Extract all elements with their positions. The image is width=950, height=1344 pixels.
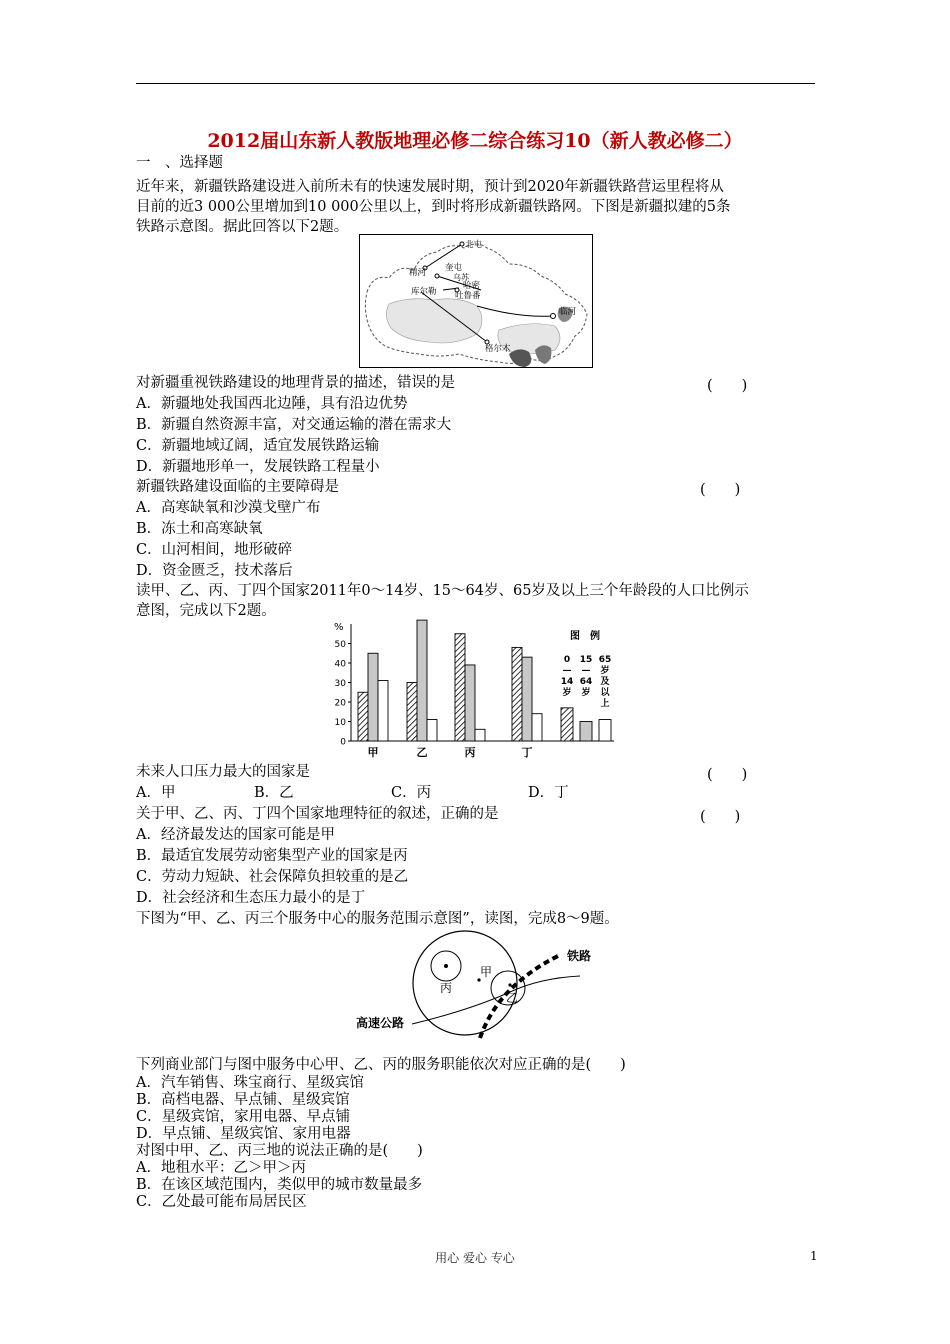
legend-swatch-0	[561, 708, 573, 741]
bar-2-2	[475, 729, 485, 741]
q1-option-a: A．新疆地处我国西北边陲，具有沿边优势	[136, 396, 408, 412]
y-tick-label: 20	[334, 698, 346, 709]
center-bing: 丙	[440, 981, 453, 995]
q3-option-d: D．丁	[528, 785, 569, 801]
map-label-kuerle: 库尔勒	[411, 287, 437, 297]
bar-3-0	[512, 647, 522, 741]
legend-label-2: 上	[600, 699, 610, 709]
bar-0-0	[358, 692, 368, 741]
map-label-linhe: 临河	[559, 307, 577, 317]
bar-3-2	[532, 714, 542, 741]
q4-answer-paren: ( )	[700, 809, 741, 825]
center-jia: 甲	[480, 965, 493, 979]
q6-option-b: B．在该区域范围内，类似甲的城市数量最多	[136, 1177, 423, 1193]
xinjiang-railway-map	[359, 234, 593, 368]
q1-stem: 对新疆重视铁路建设的地理背景的描述，错误的是	[136, 375, 455, 391]
map-label-kuitun: 奎屯	[445, 263, 463, 273]
q5-option-c: C．星级宾馆，家用电器、早点铺	[136, 1109, 351, 1125]
q6-stem: 对图中甲、乙、丙三地的说法正确的是( )	[136, 1143, 423, 1159]
bar-0-2	[378, 681, 388, 741]
bar-0-1	[368, 653, 378, 741]
intro1-line-2: 目前的近3 000公里增加到10 000公里以上，到时将形成新疆铁路网。下图是新疆拟建的5条	[136, 199, 731, 215]
center-yi: 乙	[506, 991, 519, 1005]
q2-option-c: C．山河相间，地形破碎	[136, 542, 293, 558]
intro3: 下图为“甲、乙、丙三个服务中心的服务范围示意图”，读图，完成8～9题。	[136, 911, 619, 927]
intro1-line-3: 铁路示意图。据此回答以下2题。	[136, 219, 349, 235]
q3-option-a: A．甲	[136, 785, 176, 801]
q4-stem: 关于甲、乙、丙、丁四个国家地理特征的叙述，正确的是	[136, 806, 499, 822]
q2-stem: 新疆铁路建设面临的主要障碍是	[136, 479, 339, 495]
bar-1-0	[407, 683, 417, 742]
q5-option-d: D．早点铺、星级宾馆、家用电器	[136, 1126, 351, 1142]
legend-swatch-2	[599, 720, 611, 741]
q3-option-b: B．乙	[254, 785, 294, 801]
intro1-line-1: 近年来，新疆铁路建设进入前所未有的快速发展时期，预计到2020年新疆铁路营运里程将从	[136, 179, 724, 195]
q2-option-a: A．高寒缺氧和沙漠戈壁广布	[136, 500, 321, 516]
q2-answer-paren: ( )	[700, 482, 741, 498]
q1-option-b: B．新疆自然资源丰富，对交通运输的潜在需求大	[136, 417, 452, 433]
highway-label: 高速公路	[356, 1016, 405, 1030]
q2-option-d: D．资金匮乏，技术落后	[136, 563, 293, 579]
legend-label-0: —	[562, 666, 572, 676]
q4-option-b: B．最适宜发展劳动密集型产业的国家是丙	[136, 848, 408, 864]
y-tick-label: 10	[334, 718, 346, 728]
q5-option-a: A．汽车销售、珠宝商行、星级宾馆	[136, 1075, 364, 1091]
category-label: 丙	[464, 746, 476, 759]
railway-label: 铁路	[567, 949, 592, 963]
q6-option-a: A．地租水平：乙＞甲＞丙	[136, 1160, 306, 1176]
legend-label-0: 14	[560, 677, 574, 687]
page-footer: 用心 爱心 专心	[435, 1251, 515, 1265]
legend-label-2: 岁	[600, 666, 610, 676]
category-label: 甲	[367, 746, 379, 759]
q3-stem: 未来人口压力最大的国家是	[136, 764, 310, 780]
legend-label-1: 64	[579, 677, 593, 687]
chart-ylabel: %	[334, 622, 344, 633]
bar-3-1	[522, 657, 532, 741]
legend-label-1: —	[581, 666, 591, 676]
intro2-line-2: 意图，完成以下2题。	[136, 603, 276, 619]
q3-options	[136, 784, 569, 803]
q5-stem: 下列商业部门与图中服务中心甲、乙、丙的服务职能依次对应正确的是( )	[136, 1057, 626, 1073]
q4-option-a: A．经济最发达的国家可能是甲	[136, 827, 335, 843]
legend-label-0: 岁	[562, 688, 572, 698]
q5-option-b: B．高档电器、早点铺、星级宾馆	[136, 1092, 350, 1108]
section-heading: 一 、选择题	[136, 155, 223, 171]
map-label-wusu: 乌苏	[453, 273, 469, 282]
map-label-tulufan: 吐鲁番	[455, 291, 481, 301]
map-label-jinghe: 精河	[409, 268, 427, 278]
legend-label-2: 及	[600, 677, 610, 687]
bar-2-1	[465, 665, 475, 741]
y-tick-label: 50	[334, 640, 346, 650]
bar-1-2	[427, 720, 437, 741]
legend-label-2: 以	[600, 688, 610, 698]
population-bar-chart	[330, 618, 620, 762]
page-number: 1	[810, 1249, 818, 1263]
map-label-hami: 哈密	[463, 281, 481, 291]
page-title: 2012届山东新人教版地理必修二综合练习10（新人教必修二）	[207, 130, 743, 152]
y-tick-label: 0	[340, 737, 346, 748]
legend-label-0: 0	[563, 655, 571, 665]
bar-2-0	[455, 634, 465, 741]
q1-option-d: D．新疆地形单一，发展铁路工程量小	[136, 459, 380, 475]
map-label-geermu: 格尔木	[485, 344, 511, 354]
q3-answer-paren: ( )	[707, 767, 748, 783]
bar-1-1	[417, 620, 427, 741]
legend-swatch-1	[580, 722, 592, 742]
q1-answer-paren: ( )	[707, 378, 748, 394]
q3-option-c: C．丙	[391, 785, 432, 801]
category-label: 乙	[416, 746, 428, 759]
map-label-beitun: 北屯	[465, 240, 483, 250]
q4-option-d: D．社会经济和生态压力最小的是丁	[136, 890, 366, 906]
intro2-line-1: 读甲、乙、丙、丁四个国家2011年0～14岁、15～64岁、65岁及以上三个年龄段的人口比例示	[136, 583, 749, 599]
q1-option-c: C．新疆地域辽阔，适宜发展铁路运输	[136, 438, 380, 454]
q6-option-c: C．乙处最可能布局居民区	[136, 1194, 307, 1210]
y-tick-label: 40	[334, 659, 346, 670]
legend-label-1: 岁	[581, 688, 591, 698]
legend-label-1: 15	[579, 655, 593, 665]
y-tick-label: 30	[334, 679, 346, 689]
header-rule	[136, 83, 815, 84]
q2-option-b: B．冻土和高寒缺氧	[136, 521, 263, 537]
category-label: 丁	[521, 746, 533, 759]
q4-option-c: C．劳动力短缺、社会保障负担较重的是乙	[136, 869, 409, 885]
service-area-diagram	[350, 930, 610, 1048]
legend-title: 图 例	[570, 631, 600, 642]
legend-label-2: 65	[598, 655, 612, 665]
